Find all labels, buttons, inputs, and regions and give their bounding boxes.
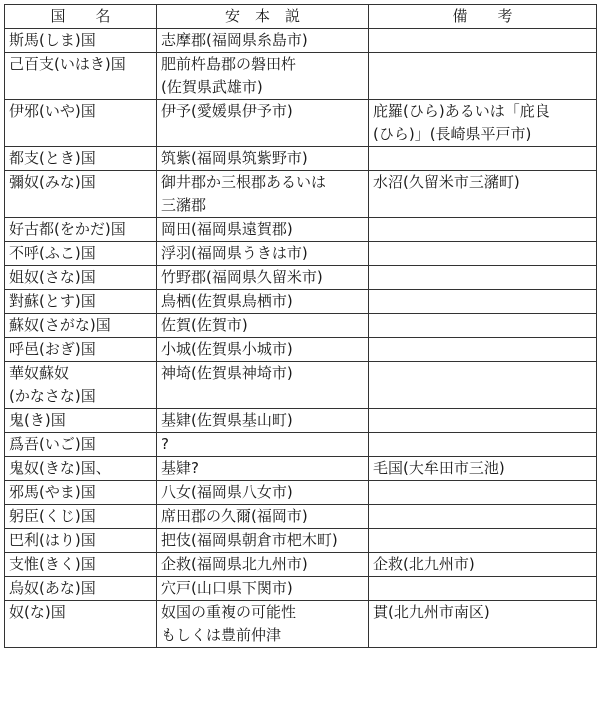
remarks-cell: 庇羅(ひら)あるいは「庇良 (ひら)」(長崎県平戸市) xyxy=(369,100,597,147)
country-name-cell: 好古都(をかだ)国 xyxy=(5,218,157,242)
remarks-cell: 企救(北九州市) xyxy=(369,553,597,577)
table-row xyxy=(5,290,597,314)
theory-cell: 神埼(佐賀県神埼市) xyxy=(157,362,369,409)
remarks-cell: 貫(北九州市南区) xyxy=(369,601,597,648)
theory-cell: 浮羽(福岡県うきは市) xyxy=(157,242,369,266)
theory-cell: 穴戸(山口県下関市) xyxy=(157,577,369,601)
header-remarks: 備 考 xyxy=(369,5,597,29)
theory-cell: 企救(福岡県北九州市) xyxy=(157,553,369,577)
theory-cell: 志摩郡(福岡県糸島市) xyxy=(157,29,369,53)
table-row xyxy=(5,529,597,553)
remarks-cell xyxy=(369,481,597,505)
country-name-cell: 躬臣(くじ)国 xyxy=(5,505,157,529)
table-row xyxy=(5,481,597,505)
table-row xyxy=(5,147,597,171)
theory-cell: 八女(福岡県八女市) xyxy=(157,481,369,505)
table-row xyxy=(5,266,597,290)
remarks-cell xyxy=(369,29,597,53)
table-row xyxy=(5,29,597,53)
country-name-cell: 呼邑(おぎ)国 xyxy=(5,338,157,362)
country-name-cell: 邪馬(やま)国 xyxy=(5,481,157,505)
theory-cell: 席田郡の久爾(福岡市) xyxy=(157,505,369,529)
theory-cell: ? xyxy=(157,433,369,457)
table-row xyxy=(5,601,597,648)
table-header-row xyxy=(5,5,597,29)
theory-cell: 佐賀(佐賀市) xyxy=(157,314,369,338)
country-name-cell: 奴(な)国 xyxy=(5,601,157,648)
theory-cell: 鳥栖(佐賀県鳥栖市) xyxy=(157,290,369,314)
table-row xyxy=(5,218,597,242)
theory-cell: 小城(佐賀県小城市) xyxy=(157,338,369,362)
remarks-cell xyxy=(369,433,597,457)
remarks-cell: 水沼(久留米市三瀦町) xyxy=(369,171,597,218)
country-name-cell: 鬼(き)国 xyxy=(5,409,157,433)
table-row xyxy=(5,53,597,100)
table-row xyxy=(5,409,597,433)
country-name-cell: 己百支(いはき)国 xyxy=(5,53,157,100)
remarks-cell xyxy=(369,577,597,601)
country-name-cell: 爲吾(いご)国 xyxy=(5,433,157,457)
document-page xyxy=(4,4,596,648)
remarks-cell xyxy=(369,266,597,290)
theory-cell: 肥前杵島郡の磐田杵 (佐賀県武雄市) xyxy=(157,53,369,100)
table-row xyxy=(5,171,597,218)
table-row xyxy=(5,338,597,362)
table-body xyxy=(5,29,597,648)
theory-cell: 把伎(福岡県朝倉市杷木町) xyxy=(157,529,369,553)
countries-table xyxy=(4,4,597,648)
table-row xyxy=(5,457,597,481)
remarks-cell: 毛国(大牟田市三池) xyxy=(369,457,597,481)
theory-cell: 筑紫(福岡県筑紫野市) xyxy=(157,147,369,171)
theory-cell: 竹野郡(福岡県久留米市) xyxy=(157,266,369,290)
remarks-cell xyxy=(369,290,597,314)
country-name-cell: 鬼奴(きな)国、 xyxy=(5,457,157,481)
country-name-cell: 烏奴(あな)国 xyxy=(5,577,157,601)
remarks-cell xyxy=(369,362,597,409)
remarks-cell xyxy=(369,314,597,338)
remarks-cell xyxy=(369,338,597,362)
table-row xyxy=(5,433,597,457)
country-name-cell: 蘇奴(さがな)国 xyxy=(5,314,157,338)
country-name-cell: 伊邪(いや)国 xyxy=(5,100,157,147)
header-yasumoto-theory: 安 本 説 xyxy=(157,5,369,29)
table-row xyxy=(5,577,597,601)
country-name-cell: 對蘇(とす)国 xyxy=(5,290,157,314)
country-name-cell: 支惟(きく)国 xyxy=(5,553,157,577)
country-name-cell: 斯馬(しま)国 xyxy=(5,29,157,53)
theory-cell: 伊予(愛媛県伊予市) xyxy=(157,100,369,147)
remarks-cell xyxy=(369,529,597,553)
theory-cell: 御井郡か三根郡あるいは 三瀦郡 xyxy=(157,171,369,218)
remarks-cell xyxy=(369,409,597,433)
country-name-cell: 彌奴(みな)国 xyxy=(5,171,157,218)
country-name-cell: 姐奴(さな)国 xyxy=(5,266,157,290)
table-row xyxy=(5,100,597,147)
table-row xyxy=(5,362,597,409)
country-name-cell: 巴利(はり)国 xyxy=(5,529,157,553)
table-row xyxy=(5,242,597,266)
remarks-cell xyxy=(369,53,597,100)
country-name-cell: 不呼(ふこ)国 xyxy=(5,242,157,266)
theory-cell: 奴国の重複の可能性 もしくは豊前仲津 xyxy=(157,601,369,648)
remarks-cell xyxy=(369,218,597,242)
table-row xyxy=(5,314,597,338)
theory-cell: 基肄(佐賀県基山町) xyxy=(157,409,369,433)
header-country-name: 国 名 xyxy=(5,5,157,29)
table-row xyxy=(5,553,597,577)
theory-cell: 岡田(福岡県遠賀郡) xyxy=(157,218,369,242)
remarks-cell xyxy=(369,242,597,266)
table-row xyxy=(5,505,597,529)
theory-cell: 基肄? xyxy=(157,457,369,481)
remarks-cell xyxy=(369,505,597,529)
remarks-cell xyxy=(369,147,597,171)
country-name-cell: 華奴蘇奴 (かなさな)国 xyxy=(5,362,157,409)
country-name-cell: 都支(とき)国 xyxy=(5,147,157,171)
